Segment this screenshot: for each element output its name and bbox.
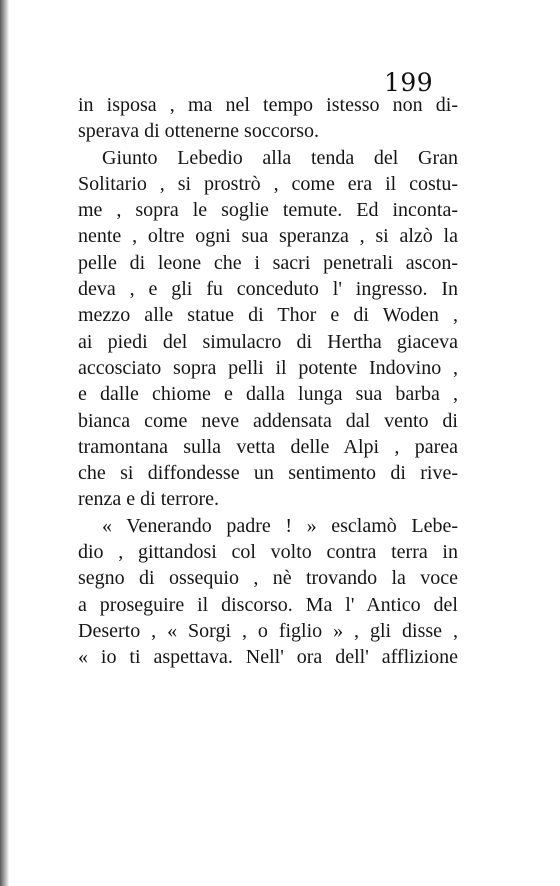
text-line: « io ti aspettava. Nell' ora dell' afflizione — [78, 646, 458, 669]
text-line: deva , e gli fu conceduto l' ingresso. In — [78, 278, 458, 301]
text-line: segno di ossequio , nè trovando la voce — [78, 567, 458, 590]
text-line: a proseguire il discorso. Ma l' Antico del — [78, 593, 458, 616]
page-binding-edge — [0, 0, 9, 886]
text-line: accosciato sopra pelli il potente Indovino , — [78, 356, 458, 379]
text-line: Solitario , si prostrò , come era il costu- — [78, 172, 458, 195]
text-line: « Venerando padre ! » esclamò Lebe- — [102, 514, 458, 537]
text-line: nente , oltre ogni sua speranza , si alzò la — [78, 225, 458, 248]
text-line: me , sopra le soglie temute. Ed inconta- — [78, 199, 458, 222]
text-line: renza e di terrore. — [78, 488, 220, 511]
text-line: che si diffondesse un sentimento di rive- — [78, 462, 458, 485]
text-line: Giunto Lebedio alla tenda del Gran — [102, 146, 458, 169]
page-number: 199 — [384, 68, 434, 97]
body-text — [78, 92, 458, 671]
text-line: ai piedi del simulacro di Hertha giaceva — [78, 330, 458, 353]
text-line: pelle di leone che i sacri penetrali ascon- — [78, 251, 458, 274]
text-line: e dalle chiome e dalla lunga sua barba , — [78, 383, 458, 406]
text-line: tramontana sulla vetta delle Alpi , parea — [78, 435, 458, 458]
text-line: mezzo alle statue di Thor e di Woden , — [78, 304, 458, 327]
text-line: bianca come neve addensata dal vento di — [78, 409, 458, 432]
text-line: in isposa , ma nel tempo istesso non di- — [78, 94, 458, 116]
text-line: sperava di ottenerne soccorso. — [78, 120, 320, 143]
text-line: Deserto , « Sorgi , o figlio » , gli disse , — [78, 619, 458, 642]
text-line: dio , gittandosi col volto contra terra in — [78, 541, 458, 564]
